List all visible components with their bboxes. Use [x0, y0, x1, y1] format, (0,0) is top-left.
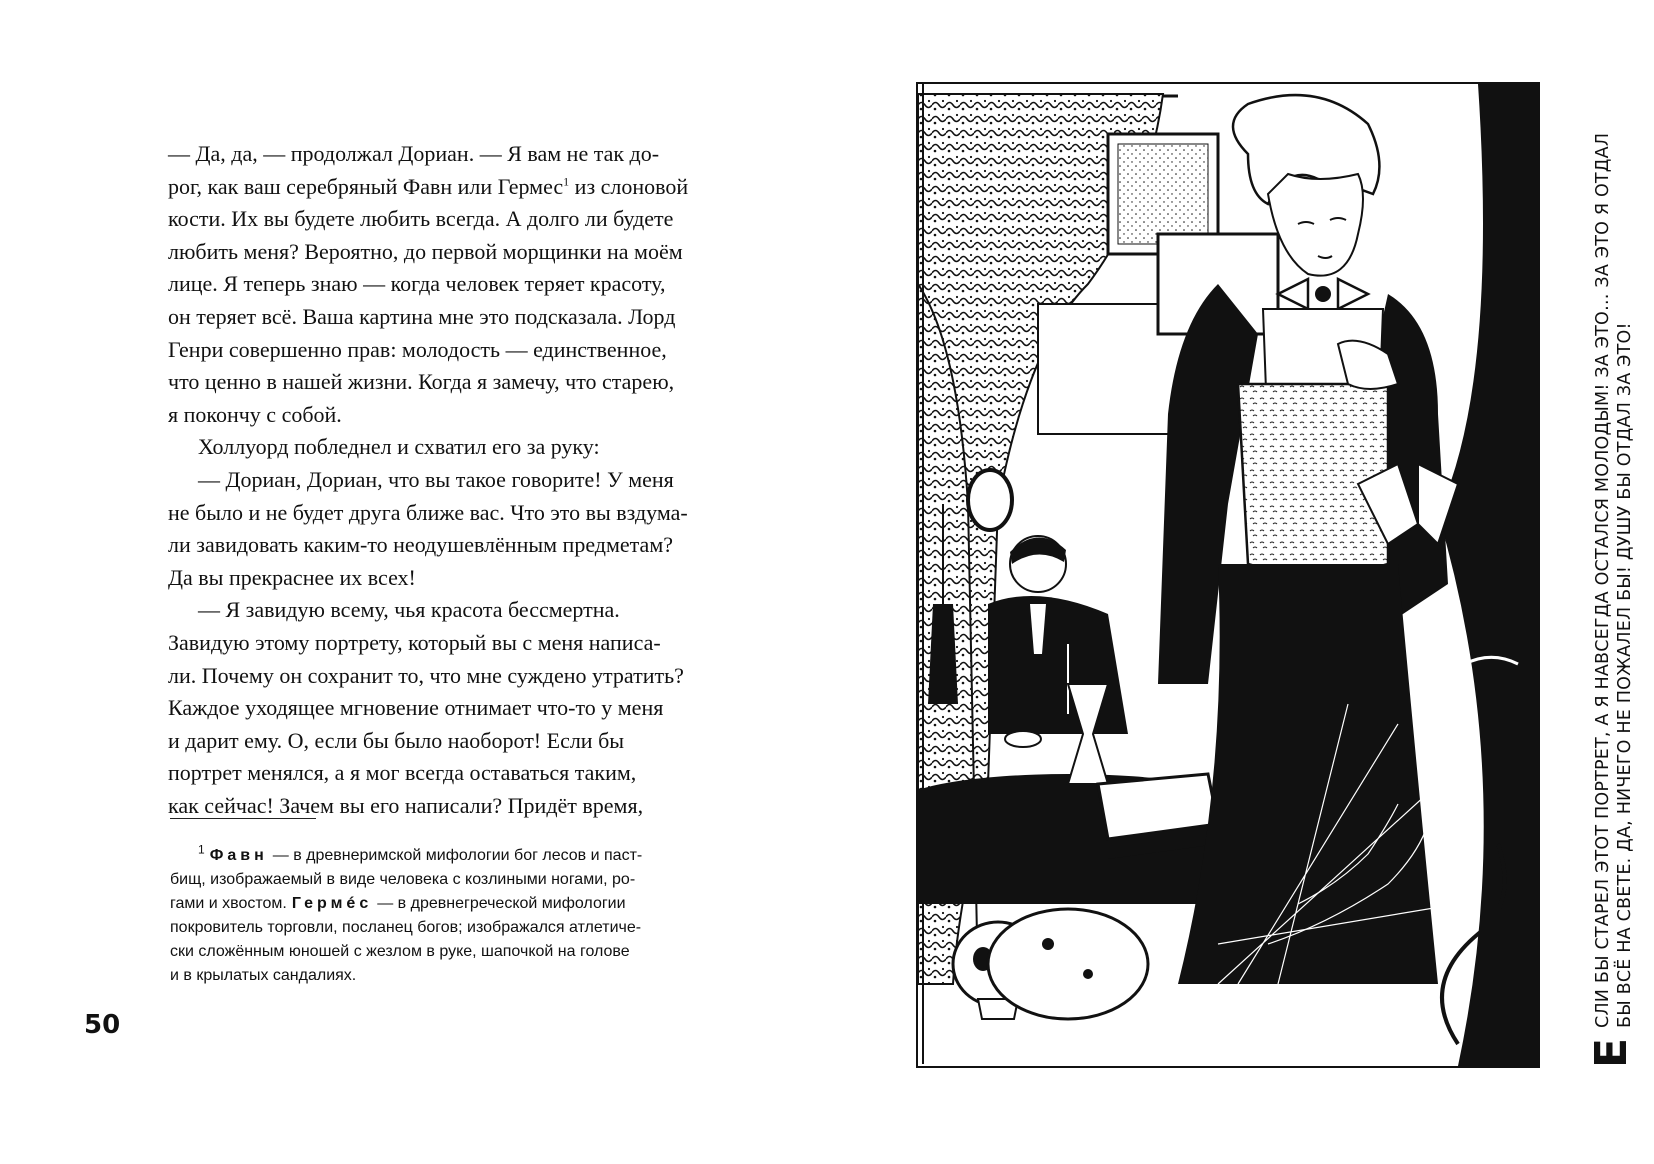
- vertical-caption: [1586, 108, 1637, 1068]
- illustration-drawing: [918, 84, 1538, 1066]
- body-text: [168, 138, 738, 822]
- footnote-marker: 1: [198, 842, 205, 857]
- text-line: и дарит ему. О, если бы было наоборот! Если бы: [168, 727, 625, 753]
- text-line: как сейчас! Зачем вы его написали? Придёт время,: [168, 792, 644, 818]
- text-line: лице. Я теперь знаю — когда человек теряет красоту,: [168, 271, 666, 297]
- text-line: — Да, да, — продолжал Дориан. — Я вам не так до-: [168, 141, 660, 166]
- footnote-divider: [170, 818, 316, 819]
- text-line: Да вы прекраснее их всех!: [168, 564, 416, 590]
- text-line: я покончу с собой.: [168, 401, 342, 427]
- text-line: кости. Их вы будете любить всегда. А долго ли будете: [168, 206, 674, 232]
- footnote-line: бищ, изображаемый в виде человека с козлиными ногами, ро-: [170, 871, 636, 888]
- text-line: Каждое уходящее мгновение отнимает что-то у меня: [168, 695, 664, 721]
- seated-man-body: [988, 596, 1128, 734]
- footnote-line: и в крылатых сандалиях.: [170, 967, 357, 984]
- illustration: [916, 82, 1540, 1068]
- tassel: [928, 604, 958, 704]
- text-line: — Дориан, Дориан, что вы такое говорите! У меня: [198, 466, 674, 492]
- text-line: портрет менялся, а я мог всегда оставаться таким,: [168, 760, 637, 786]
- text-line: что ценно в нашей жизни. Когда я замечу, что старею,: [168, 369, 675, 395]
- text-line: он теряет всё. Ваша картина мне это подсказала. Лорд: [168, 303, 676, 329]
- footnote-term: Гермéс: [291, 895, 373, 912]
- text-line: ли завидовать каким-то неодушевлённым предметам?: [168, 532, 674, 558]
- footnote: [170, 844, 738, 988]
- text-line: Завидую этому портрету, который вы с меня написа-: [168, 629, 661, 655]
- text-line: ли. Почему он сохранит то, что мне суждено утратить?: [168, 662, 684, 688]
- text-line: рог, как ваш серебряный Фавн или Гермес$^1$ из слоновой: [168, 173, 689, 199]
- page-number: 50: [84, 1010, 121, 1040]
- text-line: — Я завидую всему, чья красота бессмертна.: [198, 597, 620, 623]
- text-line: не было и не будет друга ближе вас. Что это вы вздума-: [168, 499, 688, 525]
- caption-line: БЫ ВСЁ НА СВЕТЕ. ДА, НИЧЕГО НЕ ПОЖАЛЕЛ БЫ! ДУШУ БЫ ОТДАЛ ЗА ЭТО!: [1615, 322, 1635, 1028]
- text-line: Холлуорд побледнел и схватил его за руку:: [198, 434, 600, 460]
- footnote-line: $^1$ Фавн — в древнеримской мифологии бог лесов и паст-: [170, 844, 738, 868]
- palette: [988, 909, 1148, 1019]
- caption-drop-cap: Е: [1586, 1037, 1637, 1068]
- text-line: любить меня? Вероятно, до первой морщинки на моём: [168, 238, 683, 264]
- footnote-line: гами и хвостом. Гермéс — в древнегреческой мифологии: [170, 892, 738, 916]
- footnote-line: ски сложённым юношей с жезлом в руке, шапочкой на голове: [170, 943, 630, 960]
- caption-line: СЛИ БЫ СТАРЕЛ ЭТОТ ПОРТРЕТ, А Я НАВСЕГДА ОСТАЛСЯ МОЛОДЫМ! ЗА ЭТО… ЗА ЭТО Я ОТДАЛ: [1593, 132, 1613, 1028]
- text-line: Генри совершенно прав: молодость — единственное,: [168, 336, 667, 362]
- footnote-line: покровитель торговли, посланец богов; изображался атлетиче-: [170, 919, 642, 936]
- footnote-term: Фавн: [209, 847, 268, 864]
- footnote-ref[interactable]: 1: [563, 174, 570, 189]
